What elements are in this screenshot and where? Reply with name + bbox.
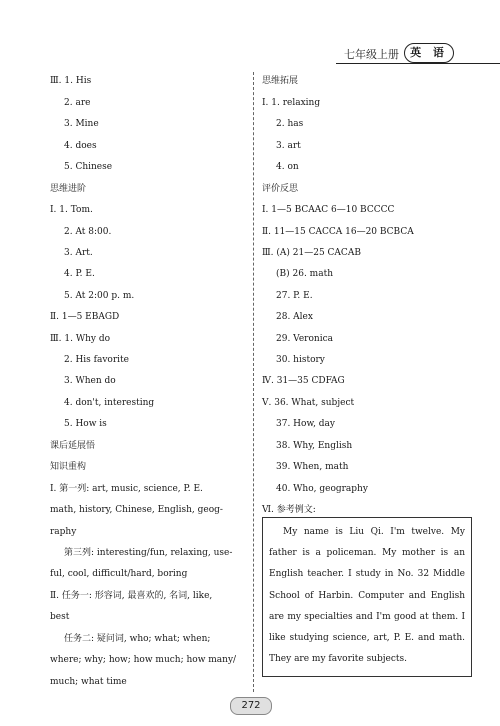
- section-heading: 评价反思: [262, 184, 299, 194]
- section-heading: 思维拓展: [262, 76, 299, 86]
- answer-line: 5. At 2:00 p. m.: [64, 291, 135, 301]
- answer-line: 4. does: [64, 141, 97, 151]
- answer-line: Ⅲ. 1. His: [50, 76, 92, 86]
- page-header: [330, 42, 500, 66]
- answer-line: math, history, Chinese, English, geog-: [50, 505, 223, 515]
- answer-line: 5. Chinese: [64, 162, 113, 172]
- answer-line: 任务二: 疑问词, who; what; when;: [64, 634, 211, 644]
- answer-line: 2. are: [64, 98, 91, 108]
- answer-line: 2. At 8:00.: [64, 227, 112, 237]
- answer-line: 37. How, day: [276, 419, 336, 429]
- answer-line: 38. Why, English: [276, 441, 353, 451]
- page-number: 272: [230, 697, 272, 715]
- answer-line: Ⅰ. 1. relaxing: [262, 98, 321, 108]
- answer-line: much; what time: [50, 677, 127, 687]
- column-divider: [253, 72, 254, 692]
- answer-line: 3. When do: [64, 376, 116, 386]
- answer-line: Ⅰ. 1. Tom.: [50, 205, 93, 215]
- answer-line: 27. P. E.: [276, 291, 313, 301]
- section-heading: 思维进阶: [50, 184, 87, 194]
- sample-essay-box: [262, 517, 472, 677]
- answer-line: 29. Veronica: [276, 334, 333, 344]
- answer-line: 40. Who, geography: [276, 484, 368, 494]
- answer-line: 2. His favorite: [64, 355, 129, 365]
- answer-line: 3. Art.: [64, 248, 93, 258]
- answer-line: 2. has: [276, 119, 304, 129]
- grade-label: 七年级上册: [344, 48, 399, 61]
- answer-line: 30. history: [276, 355, 325, 365]
- answer-line: 4. don't, interesting: [64, 398, 155, 408]
- answer-line: 5. How is: [64, 419, 107, 429]
- header-rule: [336, 63, 500, 64]
- answer-line: Ⅱ. 1—5 EBAGD: [50, 312, 120, 322]
- answer-line: 4. on: [276, 162, 299, 172]
- answer-line: 4. P. E.: [64, 269, 95, 279]
- sample-essay-text: My name is Liu Qi. I'm twelve. My father is a policeman. My mother is an English teacher. I study in No. 32 Middle School of Harbin. Computer and English are my specialties and I'm good at them. I like studying science, art, P. E. and math. They are my favorite subjects.: [269, 527, 465, 665]
- answer-line: Ⅰ. 第一列: art, music, science, P. E.: [50, 484, 203, 494]
- answer-line: Ⅰ. 1—5 BCAAC 6—10 BCCCC: [262, 205, 395, 215]
- section-heading: 课后延展悟: [50, 441, 96, 451]
- answer-line: 3. art: [276, 141, 301, 151]
- answer-line: (B) 26. math: [276, 269, 333, 279]
- answer-line: Ⅱ. 11—15 CACCA 16—20 BCBCA: [262, 227, 414, 237]
- answer-line: where; why; how; how much; how many/: [50, 655, 237, 665]
- answer-line: best: [50, 612, 70, 622]
- answer-line: Ⅳ. 31—35 CDFAG: [262, 376, 345, 386]
- answer-line: 28. Alex: [276, 312, 313, 322]
- answer-line: Ⅲ. 1. Why do: [50, 334, 111, 344]
- answer-line: raphy: [50, 527, 77, 537]
- answer-line: 39. When, math: [276, 462, 349, 472]
- answer-line: 3. Mine: [64, 119, 99, 129]
- answer-line: Ⅲ. (A) 21—25 CACAB: [262, 248, 361, 258]
- subject-badge: 英 语: [404, 43, 454, 63]
- answer-line: ful, cool, difficult/hard, boring: [50, 569, 188, 579]
- answer-line: Ⅱ. 任务一: 形容词, 最喜欢的, 名词, like,: [50, 591, 213, 601]
- answer-line: 第三列: interesting/fun, relaxing, use-: [64, 548, 233, 558]
- answer-line: Ⅵ. 参考例文:: [262, 505, 316, 515]
- section-heading: 知识重构: [50, 462, 87, 472]
- answer-line: Ⅴ. 36. What, subject: [262, 398, 355, 408]
